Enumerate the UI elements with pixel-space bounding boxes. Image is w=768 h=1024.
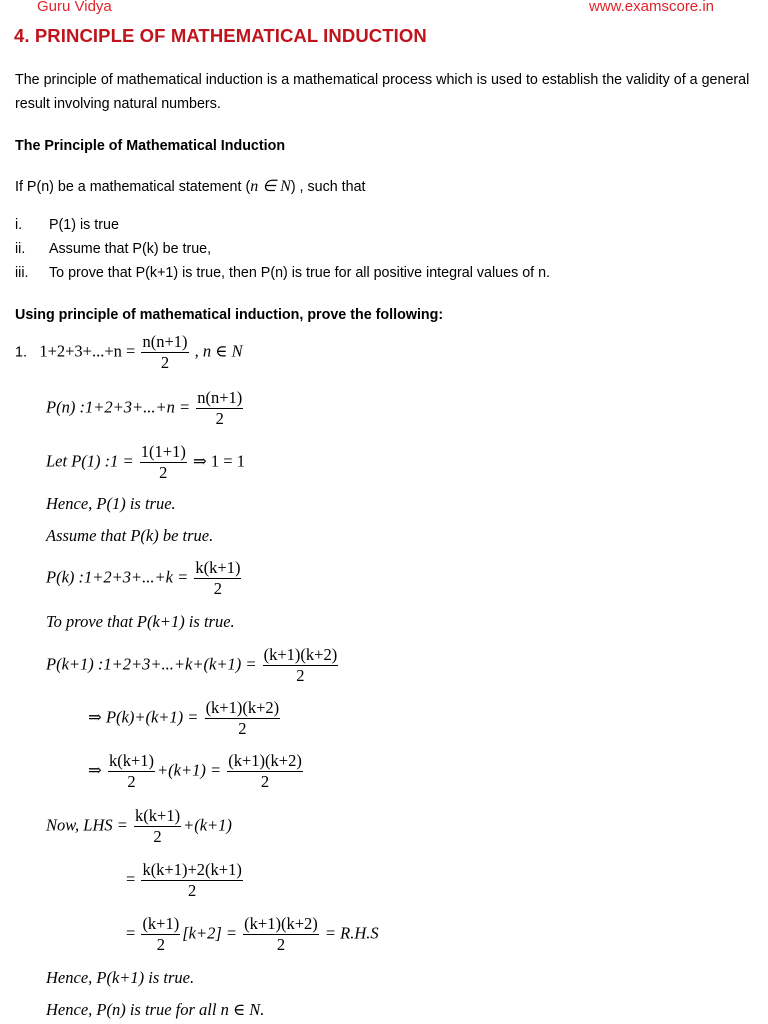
e2-mid: [k+2] = <box>182 923 238 943</box>
assume-text: Assume that P(k) be true. <box>46 526 214 545</box>
now-fraction <box>134 806 181 847</box>
e2-fraction-left <box>141 914 180 955</box>
s2-fraction-left <box>108 751 155 792</box>
pk-fraction <box>194 558 241 599</box>
let-denominator: 2 <box>159 463 168 482</box>
problem-tail: , n ∈ N <box>194 341 243 361</box>
s1-lhs: ⇒ P(k)+(k+1) = <box>88 707 199 727</box>
equation-1 <box>126 860 245 901</box>
hence-p1-text: Hence, P(1) is true. <box>46 494 176 513</box>
let-fraction <box>140 442 187 483</box>
page-title: 4. PRINCIPLE OF MATHEMATICAL INDUCTION <box>14 25 427 46</box>
s2-fraction-right <box>227 751 303 792</box>
pn-lhs: P(n) :1+2+3+...+n = <box>46 397 191 417</box>
e2-numerator-left: (k+1) <box>142 914 180 933</box>
s1-numerator: (k+1)(k+2) <box>205 698 280 717</box>
let-tail: ⇒ 1 = 1 <box>192 451 245 471</box>
pn-fraction <box>196 388 243 429</box>
pk-numerator: k(k+1) <box>195 558 241 577</box>
step-2 <box>88 751 305 792</box>
e2-denominator-right: 2 <box>276 935 286 954</box>
e2-numerator-right: (k+1)(k+2) <box>244 914 318 933</box>
statement-math: n ∈ N <box>250 178 291 195</box>
statement-prefix: If P(n) be a mathematical statement ( <box>15 179 251 195</box>
assume-pk <box>46 526 213 546</box>
pk1-numerator: (k+1)(k+2) <box>263 645 338 664</box>
pn-numerator: n(n+1) <box>197 388 243 407</box>
s2-denominator-left: 2 <box>127 772 136 791</box>
e2-denominator-left: 2 <box>156 935 165 954</box>
proof-let <box>46 442 245 483</box>
hence-pn-text: Hence, P(n) is true for all n ∈ N. <box>46 1000 265 1019</box>
step-text: Assume that P(k) be true, <box>49 241 212 257</box>
equation-2 <box>126 914 379 955</box>
proof-pk1 <box>46 645 340 686</box>
now-tail: +(k+1) <box>183 815 232 835</box>
proof-pn <box>46 388 245 429</box>
let-numerator: 1(1+1) <box>140 442 186 461</box>
now-denominator: 2 <box>153 827 162 846</box>
now-numerator: k(k+1) <box>135 806 181 825</box>
s2-pre: ⇒ <box>88 760 102 780</box>
s1-denominator: 2 <box>238 719 247 738</box>
step-label: iii. <box>15 265 29 281</box>
hence-p1 <box>46 494 176 514</box>
now-lhs-text: Now, LHS = <box>46 815 128 835</box>
e1-pre: = <box>126 869 136 889</box>
to-prove <box>46 612 235 632</box>
pk-denominator: 2 <box>213 579 223 598</box>
problem-statement <box>15 332 243 373</box>
header-right[interactable]: www.examscore.in <box>588 0 714 15</box>
s1-fraction <box>205 698 281 739</box>
prove-heading: Using principle of mathematical induction, prove the following: <box>15 307 444 323</box>
problem-lhs: 1+2+3+...+n = <box>39 341 136 361</box>
e2-tail: = R.H.S <box>324 923 379 943</box>
now-lhs <box>46 806 232 847</box>
s2-mid: +(k+1) = <box>157 760 222 780</box>
pk1-denominator: 2 <box>296 666 305 685</box>
pk1-lhs: P(k+1) :1+2+3+...+k+(k+1) = <box>46 654 257 674</box>
step-label: i. <box>15 217 23 233</box>
hence-pk1 <box>46 968 194 988</box>
e1-denominator: 2 <box>188 881 197 900</box>
statement <box>15 175 366 199</box>
statement-suffix: ) , such that <box>290 179 366 195</box>
step-text: P(1) is true <box>49 217 119 233</box>
pk-lhs: P(k) :1+2+3+...+k = <box>46 567 189 587</box>
s2-numerator-right: (k+1)(k+2) <box>228 751 302 770</box>
let-lhs: Let P(1) :1 = <box>46 451 134 471</box>
problem-number: 1. <box>15 344 27 361</box>
problem-denominator: 2 <box>160 353 170 372</box>
step-label: ii. <box>15 241 26 257</box>
pn-denominator: 2 <box>215 409 224 428</box>
problem-fraction <box>141 332 188 373</box>
hence-pk1-text: Hence, P(k+1) is true. <box>46 968 195 987</box>
e2-pre: = <box>126 923 136 943</box>
s2-numerator-left: k(k+1) <box>108 751 154 770</box>
to-prove-text: To prove that P(k+1) is true. <box>46 612 235 631</box>
intro-paragraph: The principle of mathematical induction is a mathematical process which is used to establish the validity of a general result involving natural numbers. <box>15 72 750 112</box>
subheading: The Principle of Mathematical Induction <box>15 138 286 154</box>
hence-pn <box>46 1000 264 1020</box>
e2-fraction-right <box>243 914 319 955</box>
pk1-fraction <box>263 645 339 686</box>
proof-pk <box>46 558 243 599</box>
e1-fraction <box>141 860 242 901</box>
header-left: Guru Vidya <box>37 0 112 15</box>
problem-numerator: n(n+1) <box>142 332 188 351</box>
s2-denominator-right: 2 <box>260 772 270 791</box>
step-1 <box>88 698 282 739</box>
step-text: To prove that P(k+1) is true, then P(n) is true for all positive integral values of n. <box>49 265 551 281</box>
e1-numerator: k(k+1)+2(k+1) <box>142 860 242 879</box>
